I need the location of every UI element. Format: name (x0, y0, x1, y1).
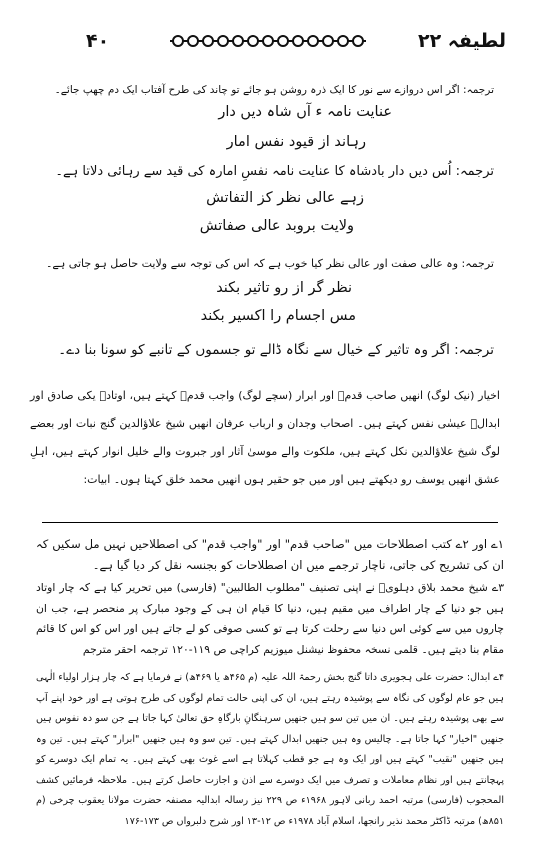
footnote-rule (42, 522, 498, 523)
footnote: ۴ے ابدال: حضرت علی ہجویری داتا گنج بخش رحمۃ اللہ علیہ (م ۴۶۵ھ یا ۴۶۹ھ) نے فرمایا ہے کہ چار ہزار اولیاء الٰہی ہیں جو عام لوگوں کی نگاہ سے پوشیدہ رہتے ہیں، ان کی اپنی حالت تمام لوگوں کی طرح ہوتی ہے اور خود اپنے آپ سے بھی پوشیدہ رہتے ہیں۔ ان میں تین سو ہیں جنھیں سرہنگانِ بارگاہِ حق تعالیٰ کہا جاتا ہے جن سو دہ نفوس ہیں جنھیں "اخیار" کہا جاتا ہے۔ چالیس وہ ہیں جنھیں ابدال کہتے ہیں۔ تین سو وہ ہیں جنھیں "ابرار" کہتے ہیں۔ تین وہ ہیں جنھیں "نقیب" کہتے ہیں اور ایک وہ ہے جو قطب کہلاتا ہے اسے غوث بھی کہتے ہیں۔ یہ تمام ایک دوسرے کو پہچانتے ہیں اور نظام معاملات و تصرف میں ایک دوسرے سے اذن و اجازت حاصل کرتے ہیں۔ ملاحظہ فرمائیں کشف المحجوب (فارسی) مرتبہ احمد ربانی لاہور ۱۹۶۸ء ص ۲۲۹ نیز رسالہ ابدالیہ مصنفہ حضرت مولانا یعقوب چرخی (م ۸۵۱ھ) مرتبہ ڈاکٹر محمد نذیر رانجھا، اسلام آباد ۱۹۷۸ء ص ۱۲-۱۳ اور شرح دلبرواں ص ۱۷۳-۱۷۶ (36, 672, 504, 827)
persian-verse: زہے عالی نظر کز التفاتش (206, 190, 364, 206)
footnote: ۳ے شیخ محمد بلاق دہلویؒ نے اپنی تصنیف "مطلوب الطالبین" (فارسی) میں تحریر کیا ہے کہ چار اوتاد ہیں جو دنیا کے چار اطراف میں مقیم ہیں، دنیا کا قیام ان ہی کے وجود مبارک پر منحصر ہے، جب ان چاروں میں سے کوئی اس دنیا سے رحلت کرتا ہے تو کسی صوفی کو لے جاتے ہیں اور اس کو اس کا قائم مقام بنا دیتے ہیں۔ قلمی نسخہ محفوظ نیشنل میوزیم کراچی ص ۱۱۹-۱۲۰ ترجمہ احقر مترجم (36, 581, 504, 656)
persian-verse: نظر گر از رو تاثیر بکند (216, 280, 352, 296)
page-header (0, 30, 540, 54)
persian-verse: ولایت بروبد عالی صفاتش (199, 218, 354, 234)
body-paragraph: اخیار (نیک لوگ) انھیں صاحب قدمؒ اور ابرار (سچے لوگ) واجب قدمؒ کہتے ہیں، اوتادؒ یکی صادق اور ابدالؒ عیسٰی نفس کہتے ہیں۔ اصحاب وجدان و ارباب عرفان انھیں شیخ علاؤالدین گنج نبات اور بعضے لوگ شیخ علاؤالدین نکل کہتے ہیں، ملکوت والے موسیٰ آثار اور جبروت والے خلیل انوار کہتے ہیں، اہلِ عشق انھیں یوسف رو دیکھتے ہیں اور میں جو حقیر ہوں انھیں محمد خلق کہتا ہوں۔ ابیات: (30, 389, 500, 486)
persian-verse: عنایت نامہ ء آں شاہ دیں دار (218, 104, 392, 120)
footnote: ۱ے اور ۲ے کتب اصطلاحات میں "صاحب قدم" اور "واجب قدم" کی اصطلاحیں نہیں مل سکیں کہ ان کی تشریح کی جاتی، ناچار ترجمے میں ان اصطلاحات کو بجنسہ نقل کر دیا گیا ہے۔ (36, 537, 504, 572)
translation-line: ترجمہ: وہ عالی صفت اور عالی نظر کیا خوب ہے کہ اس کی توجہ سے ولایت حاصل ہو جاتی ہے۔ (45, 257, 494, 270)
page-number: ۴۰ (86, 30, 110, 52)
persian-verse: رہاند از قیود نفس امار (226, 134, 366, 150)
persian-verse: مس اجسام را اکسیر بکند (200, 308, 356, 324)
translation-line: ترجمہ: اگر اس دروازے سے نور کا ایک ذرہ روشن ہو جائے تو چاند کی طرح آفتاب ایک دم چھپ جائے۔ (54, 84, 494, 96)
header-ornament (170, 33, 366, 49)
translation-line: ترجمہ: اُس دیں دار بادشاہ کا عنایت نامہ نفسِ امارہ کی قید سے رہائی دلاتا ہے۔ (55, 164, 494, 179)
chapter-title: لطیفہ ۲۲ (417, 30, 506, 52)
translation-line: ترجمہ: اگر وہ تاثیر کے خیال سے نگاہ ڈالے تو جسموں کے تانبے کو سونا بنا دے۔ (58, 342, 494, 358)
